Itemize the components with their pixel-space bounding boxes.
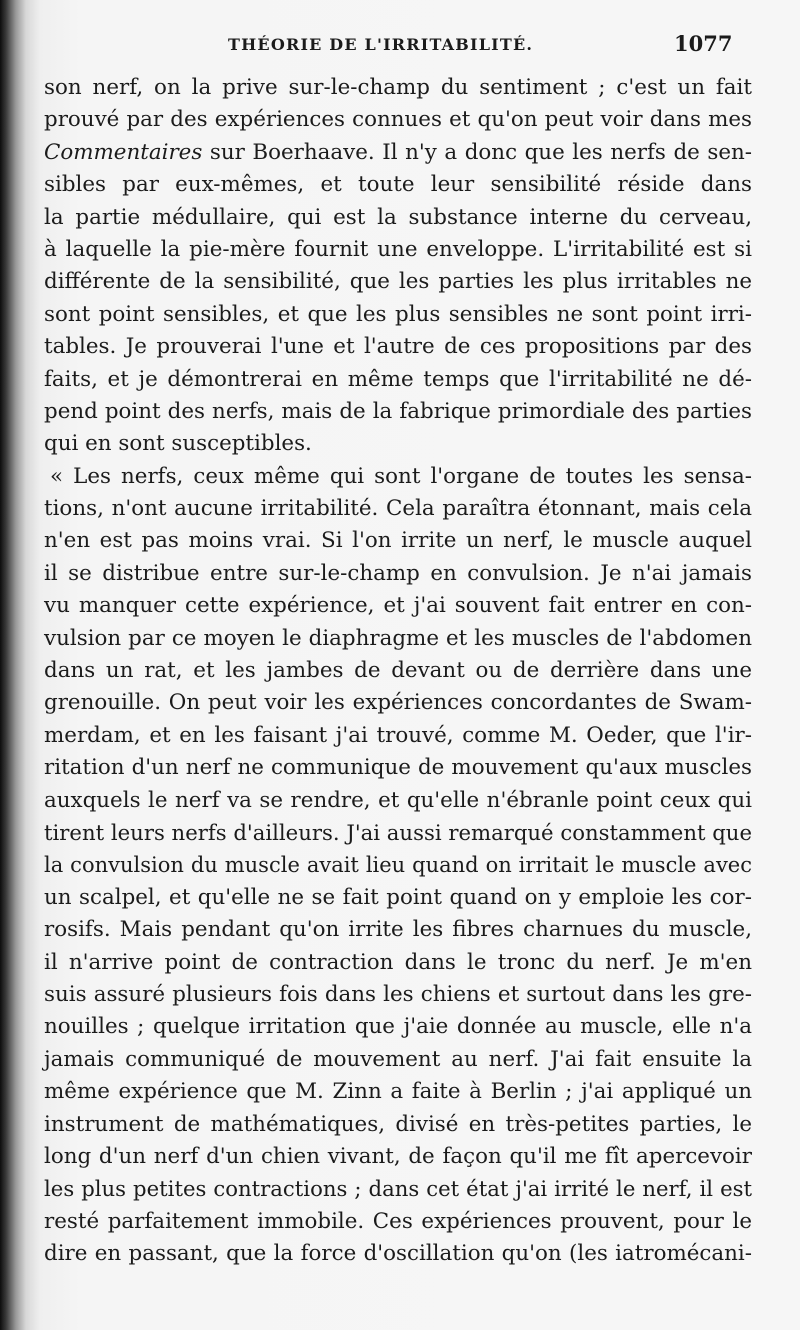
- text-line: même expérience que M. Zinn a faite à Berlin ; j'ai appliqué un: [44, 1079, 752, 1105]
- text-line: [44, 137, 752, 169]
- text-line: différente de la sensibilité, que les parties les plus irritables ne: [44, 269, 752, 295]
- header-title: THÉORIE DE L'IRRITABILITÉ.: [228, 35, 534, 54]
- text-fragment: sur Boerhaave. Il n'y a donc que les nerfs de sen-: [202, 139, 752, 165]
- text-line: dire en passant, que la force d'oscillation qu'on (les iatromécani-: [44, 1241, 752, 1267]
- text-line: « Les nerfs, ceux même qui sont l'organe de toutes les sensa-: [50, 463, 752, 489]
- body-text: [44, 72, 752, 1270]
- text-line: tions, n'ont aucune irritabilité. Cela paraîtra étonnant, mais cela: [44, 496, 752, 522]
- text-line: rosifs. Mais pendant qu'on irrite les fibres charnues du muscle,: [44, 917, 752, 943]
- text-line: tables. Je prouverai l'une et l'autre de ces propositions par des: [44, 334, 752, 360]
- text-line: sont point sensibles, et que les plus sensibles ne sont point irri-: [44, 301, 752, 327]
- running-header: [0, 30, 800, 60]
- text-line: les plus petites contractions ; dans cet état j'ai irrité le nerf, il est: [44, 1176, 752, 1202]
- italic-title: Commentaires: [44, 139, 203, 165]
- text-line: son nerf, on la prive sur-le-champ du sentiment ; c'est un fait: [44, 75, 752, 100]
- text-line: pend point des nerfs, mais de la fabrique primordiale des parties: [44, 398, 752, 424]
- text-line: jamais communiqué de mouvement au nerf. J'ai fait ensuite la: [44, 1046, 752, 1072]
- text-line: sibles par eux-mêmes, et toute leur sensibilité réside dans: [44, 172, 752, 198]
- page-number: 1077: [674, 31, 733, 56]
- text-line: tirent leurs nerfs d'ailleurs. J'ai aussi remarqué constamment que: [44, 819, 752, 845]
- text-line: faits, et je démontrerai en même temps que l'irritabilité ne dé-: [44, 366, 752, 392]
- text-line: la partie médullaire, qui est la substance interne du cerveau,: [44, 204, 752, 230]
- text-line: il n'arrive point de contraction dans le tronc du nerf. Je m'en: [44, 949, 752, 975]
- text-line: ritation d'un nerf ne communique de mouvement qu'aux muscles: [44, 755, 752, 781]
- text-line: grenouille. On peut voir les expériences concordantes de Swam-: [44, 690, 752, 716]
- text-line: resté parfaitement immobile. Ces expériences prouvent, pour le: [44, 1208, 752, 1234]
- text-line: nouilles ; quelque irritation que j'aie donnée au muscle, elle n'a: [44, 1014, 752, 1040]
- text-line: long d'un nerf d'un chien vivant, de façon qu'il me fît apercevoir: [44, 1143, 752, 1169]
- text-line: auxquels le nerf va se rendre, et qu'elle n'ébranle point ceux qui: [44, 787, 752, 813]
- text-line: la convulsion du muscle avait lieu quand on irritait le muscle avec: [44, 853, 752, 878]
- text-line: n'en est pas moins vrai. Si l'on irrite un nerf, le muscle auquel: [44, 528, 752, 554]
- text-line: vu manquer cette expérience, et j'ai souvent fait entrer en con-: [44, 593, 752, 619]
- text-line: qui en sont susceptibles.: [44, 431, 312, 457]
- text-line: un scalpel, et qu'elle ne se fait point quand on y emploie les cor-: [44, 884, 752, 910]
- text-line: merdam, et en les faisant j'ai trouvé, comme M. Oeder, que l'ir-: [44, 722, 752, 748]
- text-line: prouvé par des expériences connues et qu'on peut voir dans mes: [44, 107, 752, 133]
- text-line: à laquelle la pie-mère fournit une enveloppe. L'irritabilité est si: [44, 236, 752, 262]
- text-line: vulsion par ce moyen le diaphragme et les muscles de l'abdomen: [44, 625, 752, 651]
- text-line: il se distribue entre sur-le-champ en convulsion. Je n'ai jamais: [44, 560, 752, 586]
- text-line: dans un rat, et les jambes de devant ou de derrière dans une: [44, 658, 752, 684]
- text-line: suis assuré plusieurs fois dans les chiens et surtout dans les gre-: [44, 981, 752, 1007]
- text-line: instrument de mathématiques, divisé en très-petites parties, le: [44, 1111, 752, 1137]
